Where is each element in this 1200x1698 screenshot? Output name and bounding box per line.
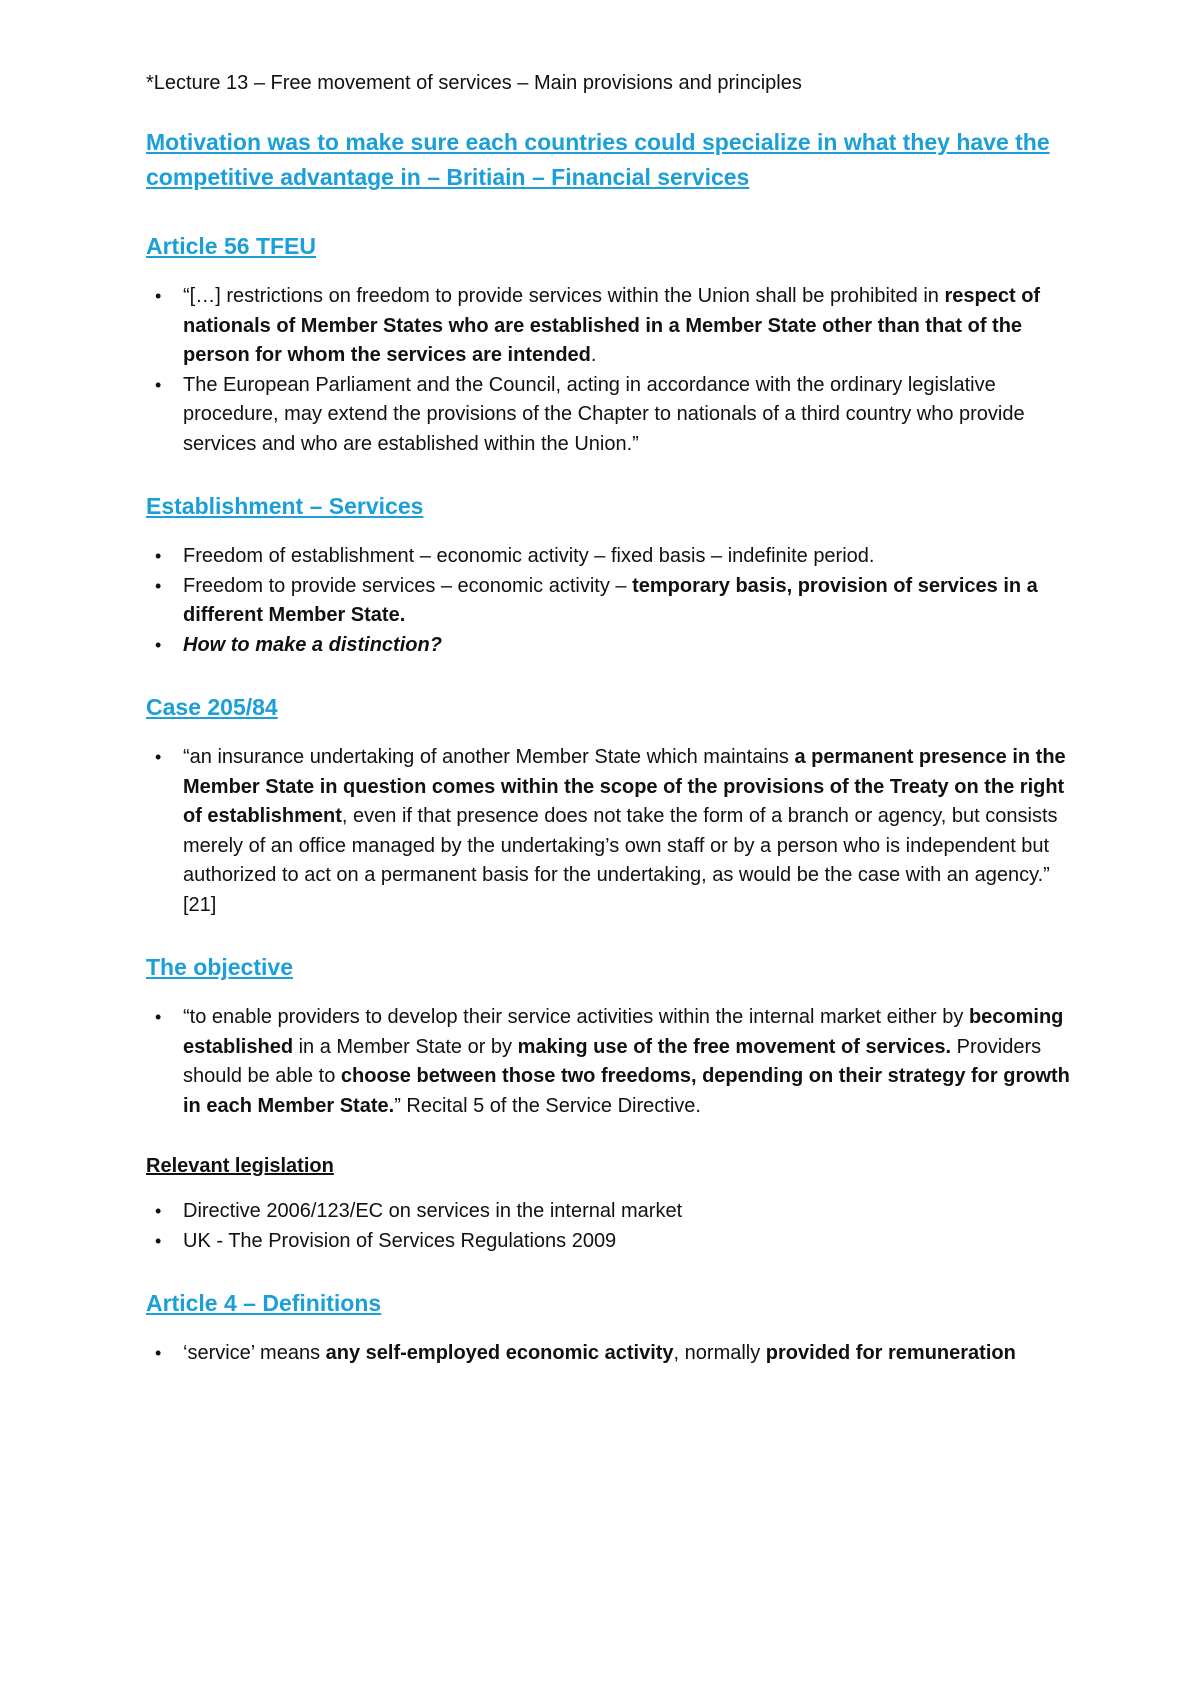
article-4-list xyxy=(146,1339,1076,1369)
bullet-icon: • xyxy=(155,1343,162,1363)
list-item: • Freedom to provide services – economic activity – temporary basis, provision of services in a different Member State. xyxy=(146,572,1076,631)
establishment-list xyxy=(146,542,1076,660)
bullet-icon: • xyxy=(155,747,162,767)
list-item: • UK - The Provision of Services Regulations 2009 xyxy=(146,1227,1076,1257)
legislation-heading: Relevant legislation xyxy=(146,1155,334,1177)
article-56-heading: Article 56 TFEU xyxy=(146,233,316,259)
case-list xyxy=(146,743,1076,920)
bullet-icon: • xyxy=(155,1201,162,1221)
objective-heading: The objective xyxy=(146,954,293,980)
list-item: • “an insurance undertaking of another Member State which maintains a permanent presence in the Member State in question comes within the scope of the provisions of the Treaty on the right of establishment, even if that presence does not take the form of a branch or agency, but consists merely of an office managed by the undertaking’s own staff or by a person who is independent but authorized to act on a permanent basis for the undertaking, as would be the case with an agency.” [21] xyxy=(146,743,1076,920)
article-4-heading: Article 4 – Definitions xyxy=(146,1290,382,1316)
bullet-icon: • xyxy=(155,374,162,395)
establishment-heading: Establishment – Services xyxy=(146,493,424,519)
list-item: • How to make a distinction? xyxy=(146,631,1076,661)
list-item: • The European Parliament and the Council, acting in accordance with the ordinary legislative procedure, may extend the provisions of the Chapter to nationals of a third country who provide services and who are established within the Union.” xyxy=(146,371,1076,460)
bullet-icon: • xyxy=(155,286,162,306)
document-page xyxy=(146,70,1076,1399)
motivation-heading: Motivation was to make sure each countries could specialize in what they have the competitive advantage in – Britiain – Financial services xyxy=(146,129,1050,190)
case-heading: Case 205/84 xyxy=(146,694,278,720)
bullet-icon: • xyxy=(155,546,162,566)
list-item: • “to enable providers to develop their service activities within the internal market either by becoming established in a Member State or by making use of the free movement of services. Providers should be able to choose between those two freedoms, depending on their strategy for growth in each Member State.” Recital 5 of the Service Directive. xyxy=(146,1003,1076,1121)
list-item: • “[…] restrictions on freedom to provide services within the Union shall be prohibited in respect of nationals of Member States who are established in a Member State other than that of the person for whom the services are intended. xyxy=(146,282,1076,371)
bullet-icon: • xyxy=(155,1230,162,1251)
lecture-title: *Lecture 13 – Free movement of services – Main provisions and principles xyxy=(146,72,802,94)
bullet-icon: • xyxy=(155,575,162,596)
bullet-icon: • xyxy=(155,1007,162,1027)
list-item: • Directive 2006/123/EC on services in the internal market xyxy=(146,1197,1076,1227)
list-item: • ‘service’ means any self-employed economic activity, normally provided for remuneration xyxy=(146,1339,1076,1369)
article-56-list xyxy=(146,282,1076,459)
legislation-list xyxy=(146,1197,1076,1256)
list-item: • Freedom of establishment – economic activity – fixed basis – indefinite period. xyxy=(146,542,1076,572)
objective-list xyxy=(146,1003,1076,1121)
bullet-icon: • xyxy=(155,634,162,655)
